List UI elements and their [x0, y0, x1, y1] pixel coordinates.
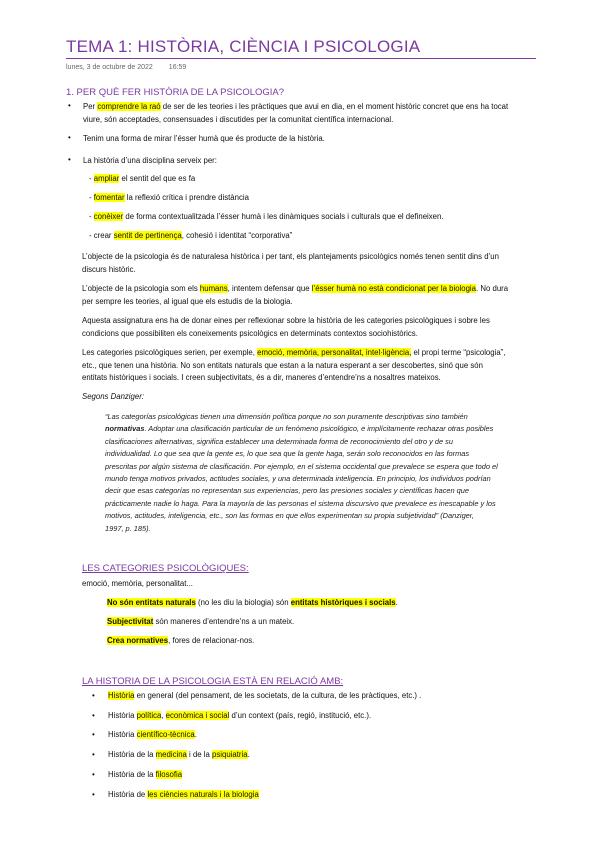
- page-meta: [66, 64, 186, 71]
- sub-item-ampliar: - ampliar el sentit del que es fa: [89, 174, 196, 183]
- relation-item-politica: Història política, econòmica i social d’un context (país, regió, institució, etc.).: [108, 711, 372, 720]
- relation-item-cientifico: Història científico-tècnica.: [108, 730, 197, 739]
- category-row-entitats: No són entitats naturals (no les diu la biologia) són entitats històriques i socials.: [107, 598, 398, 607]
- category-row-normatives: Crea normatives, fores de relacionar-nos.: [107, 636, 255, 645]
- bullet-icon: •: [92, 711, 95, 720]
- page-title: TEMA 1: HISTÒRIA, CIÈNCIA I PSICOLOGIA: [66, 37, 421, 56]
- bullet-icon: •: [92, 691, 95, 700]
- relation-item-medicina: Història de la medicina i de la psiquiatria.: [108, 750, 250, 759]
- paragraph-bullet3: La història d’una disciplina serveix per:: [83, 156, 217, 165]
- relation-item-historia: Història en general (del pensament, de les societats, de la cultura, de les pràctiques, etc.) .: [108, 691, 422, 700]
- sub-item-coneixer: - conèixer de forma contextualitzada l’ésser humà i les dinàmiques socials i culturals que el defineixen.: [89, 212, 444, 221]
- bullet-icon: •: [92, 750, 95, 759]
- bullet-icon: •: [68, 101, 71, 110]
- sub-item-crear: - crear sentit de pertinença, cohesió i identitat “corporativa”: [89, 231, 293, 240]
- bullet-icon: •: [92, 770, 95, 779]
- page-time: 16:59: [168, 64, 187, 71]
- paragraph-assignatura: Aquesta assignatura ens ha de donar eines per reflexionar sobre la història de les categories psicològiques i sobre les condicions que possibiliten els coneixements psicològics en determinats contextos sociohistòrics.: [82, 316, 490, 338]
- paragraph-bullet1: Per comprendre la raó de ser de les teories i les pràctiques que avui en dia, en el moment històric concret que ens ha tocat viure, són acceptades, consensuades i discutides per la comunitat científica internacional.: [83, 102, 509, 124]
- section3-heading: LA HISTORIA DE LA PSICOLOGIA ESTÀ EN RELACIÓ AMB:: [82, 676, 344, 687]
- page-date: lunes, 3 de octubre de 2022: [66, 64, 153, 71]
- category-row-subjectivitat: Subjectivitat són maneres d’entendre’ns a un mateix.: [107, 617, 295, 626]
- relation-item-biologia: Història de les ciències naturals i la biologia: [108, 790, 259, 799]
- paragraph-objecte-2: L’objecte de la psicologia som els humans, intentem defensar que l’ésser humà no està condicionat per la biologia. No dura per sempre les teories, al igual que els estudis de la biologia.: [82, 284, 509, 306]
- sub-item-fomentar: - fomentar la reflexió crítica i prendre distància: [89, 193, 249, 202]
- bullet-icon: •: [68, 133, 71, 142]
- title-divider: [66, 58, 536, 59]
- bullet-icon: •: [68, 155, 71, 164]
- paragraph-objecte-1: L’objecte de la psicologia és de naturalesa històrica i per tant, els plantejaments psicològics només tenen sentit dins d’un discurs històric.: [82, 252, 499, 274]
- bullet-icon: •: [92, 790, 95, 799]
- danziger-quote: “Las categorías psicológicas tienen una dimensión política porque no son puramente descriptivas sino también normativas. Adoptar una clasificación particular de un fenómeno psicológico, e implícitamente rechazar otras posibles clasificaciones alternativas, significa establecer una determinada forma de reconocimiento del otro y de su individualidad. Lo que sea que la gente es, lo que sea que la gente haga, serán solo reconocidos en las formas prescritas por algún sistema de clasificación. Por ejemplo, en el sistema occidental que prevalece se espera que todo el mundo tenga motivos privados, actitudes sociales, y una determinada inteligencia. En principio, los individuos podrían decir que esas categorías no representan sus experiencias, pero las presiones sociales y científicas hacen que prácticamente nadie lo haga. Para la mayoría de las personas el sistema discursivo que prevalece es inescapable y los motivos, actitudes, inteligencia, etc., son las formas en que ellos experimentan su propia subjetividad” (Danziger, 1997, p. 185).: [105, 412, 498, 533]
- paragraph-categories: Les categories psicològiques serien, per exemple, emoció, memòria, personalitat, intel·ligència, el propi terme “psicologia”, etc., que tenen una història. No son entitats naturals que estan a la natura esperant a ser descobertes, sinó que són entitats històriques i socials. I creen subjectivitats, és a dir, maneres d’entendre’ns a nosaltres mateixos.: [82, 348, 506, 382]
- section1-heading: 1. PER QUÈ FER HISTÒRIA DE LA PSICOLOGIA?: [66, 87, 285, 98]
- section2-heading: LES CATEGORIES PSICOLÒGIQUES:: [82, 563, 249, 574]
- relation-item-filosofia: Història de la filosofia: [108, 770, 183, 779]
- section2-intro: emoció, memòria, personalitat...: [82, 579, 193, 588]
- danziger-label: Segons Danziger:: [82, 392, 144, 401]
- paragraph-bullet2: Tenim una forma de mirar l’ésser humà que és producte de la història.: [83, 134, 325, 143]
- bullet-icon: •: [92, 730, 95, 739]
